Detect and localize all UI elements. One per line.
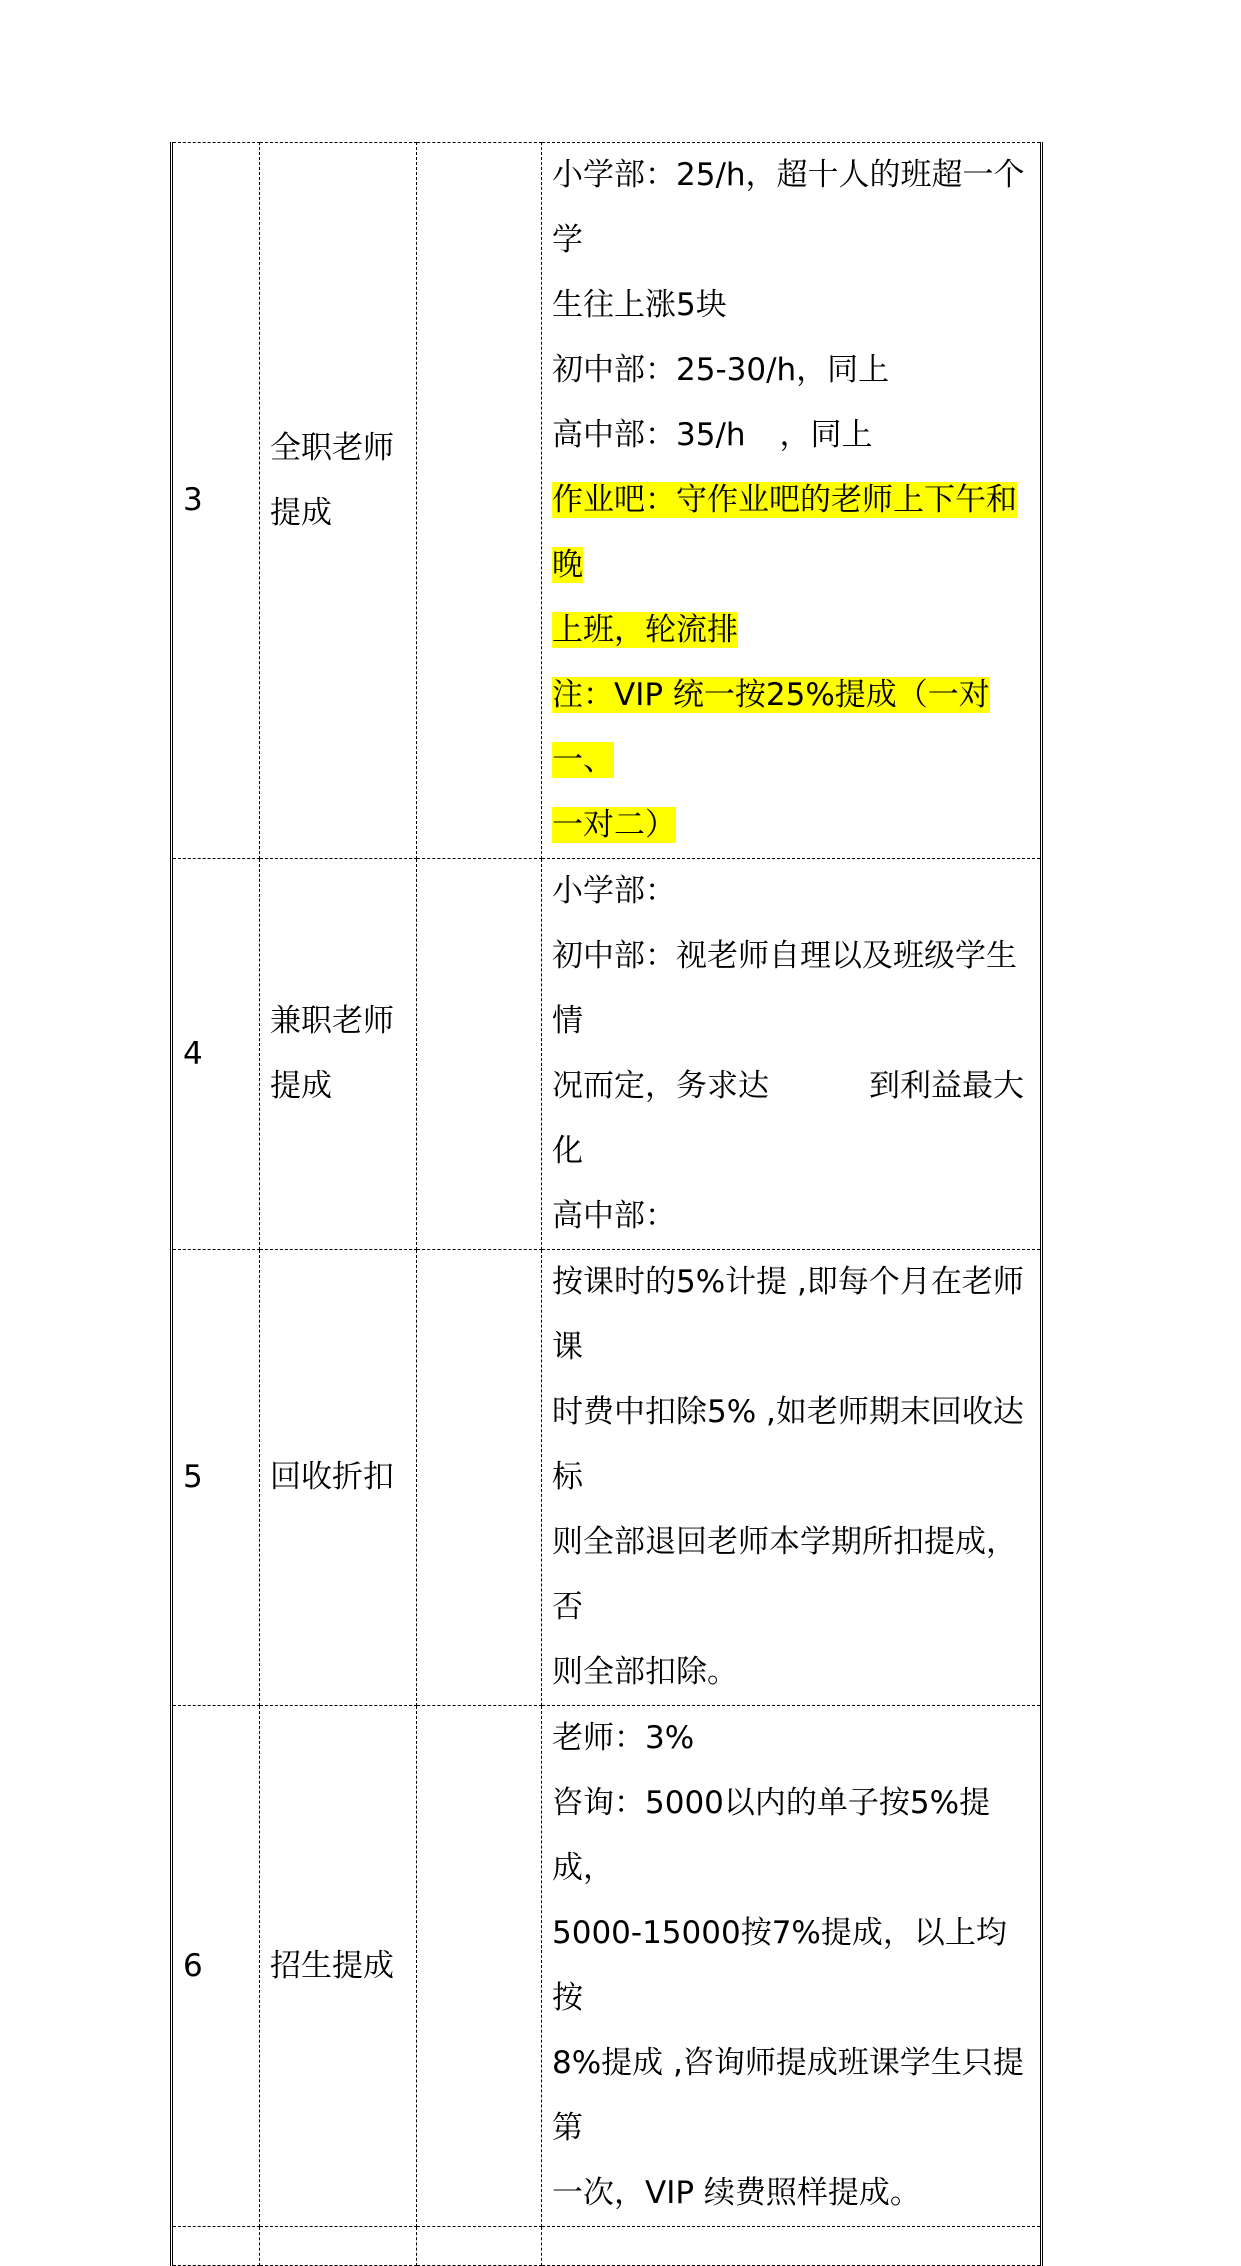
row-content [542,1706,1042,2227]
content-segment: 况而定，务求达 [552,1068,769,1104]
commission-table [170,142,1043,2266]
content-line: 高中部： [552,1198,676,1234]
highlighted-text: 一对二） [552,807,676,843]
content-line: 生往上涨5块 [552,287,727,323]
content-line: 按课时的5%计提 ,即每个月在老师课 [552,1264,1024,1365]
empty-cell [417,1250,542,1706]
row-title-line: 提成 [270,1068,332,1104]
row-number: 3 [172,143,260,859]
content-line [552,403,1032,468]
content-line: 咨询：5000以内的单子按5%提成， [552,1785,991,1886]
content-line: 时费中扣除5% ,如老师期末回收达标 [552,1394,1024,1495]
row-title [260,859,417,1250]
content-line: 小学部： [552,873,676,909]
row-content [542,1250,1042,1706]
content-line: 则全部扣除。 [552,1654,738,1690]
empty-cell [417,859,542,1250]
highlighted-text: 上班，轮流排 [552,612,738,648]
table-row [172,859,1042,1250]
empty-cell [417,2227,542,2266]
row-title-line: 兼职老师 [270,1003,394,1039]
highlighted-text: 作业吧：守作业吧的老师上下午和晚 [552,482,1017,583]
content-line: 初中部：视老师自理以及班级学生情 [552,938,1017,1039]
content-line: 老师：3% [552,1720,695,1756]
row-title-line: 提成 [270,494,332,531]
empty-cell [172,2227,260,2266]
row-content [542,143,1042,859]
row-number: 6 [172,1706,260,2227]
content-line: 8%提成 ,咨询师提成班课学生只提第 [552,2045,1024,2146]
empty-cell [260,2227,417,2266]
content-line [552,598,1032,663]
empty-cell [417,143,542,859]
row-title [260,1706,417,2227]
content-line [552,793,1032,858]
table-row [172,1706,1042,2227]
row-title-line: 全职老师 [270,429,394,466]
row-title [260,1250,417,1706]
table-row [172,2227,1042,2266]
content-line: 则全部退回老师本学期所扣提成，否 [552,1524,1017,1625]
row-content [542,859,1042,1250]
table-row [172,143,1042,859]
row-number: 4 [172,859,260,1250]
content-line [552,663,1032,793]
content-line [552,468,1032,598]
content-segment: ，同上 [779,417,873,453]
row-number: 5 [172,1250,260,1706]
row-title-line: 回收折扣 [270,1459,394,1495]
content-segment: 高中部：35/h [552,417,746,453]
empty-cell [542,2227,1042,2266]
table-row [172,1250,1042,1706]
content-line: 5000-15000按7%提成，以上均按 [552,1915,1007,2016]
row-title-line: 招生提成 [270,1947,394,1984]
highlighted-text: 注：VIP 统一按25%提成（一对一、 [552,677,990,778]
content-segment: 到利益最大化 [552,1068,1024,1169]
content-line: 小学部：25/h，超十人的班超一个学 [552,157,1025,258]
content-line [552,1054,1032,1184]
row-title [260,143,417,859]
content-line: 初中部：25-30/h，同上 [552,352,890,388]
content-line: 一次，VIP 续费照样提成。 [552,2175,921,2211]
empty-cell [417,1706,542,2227]
